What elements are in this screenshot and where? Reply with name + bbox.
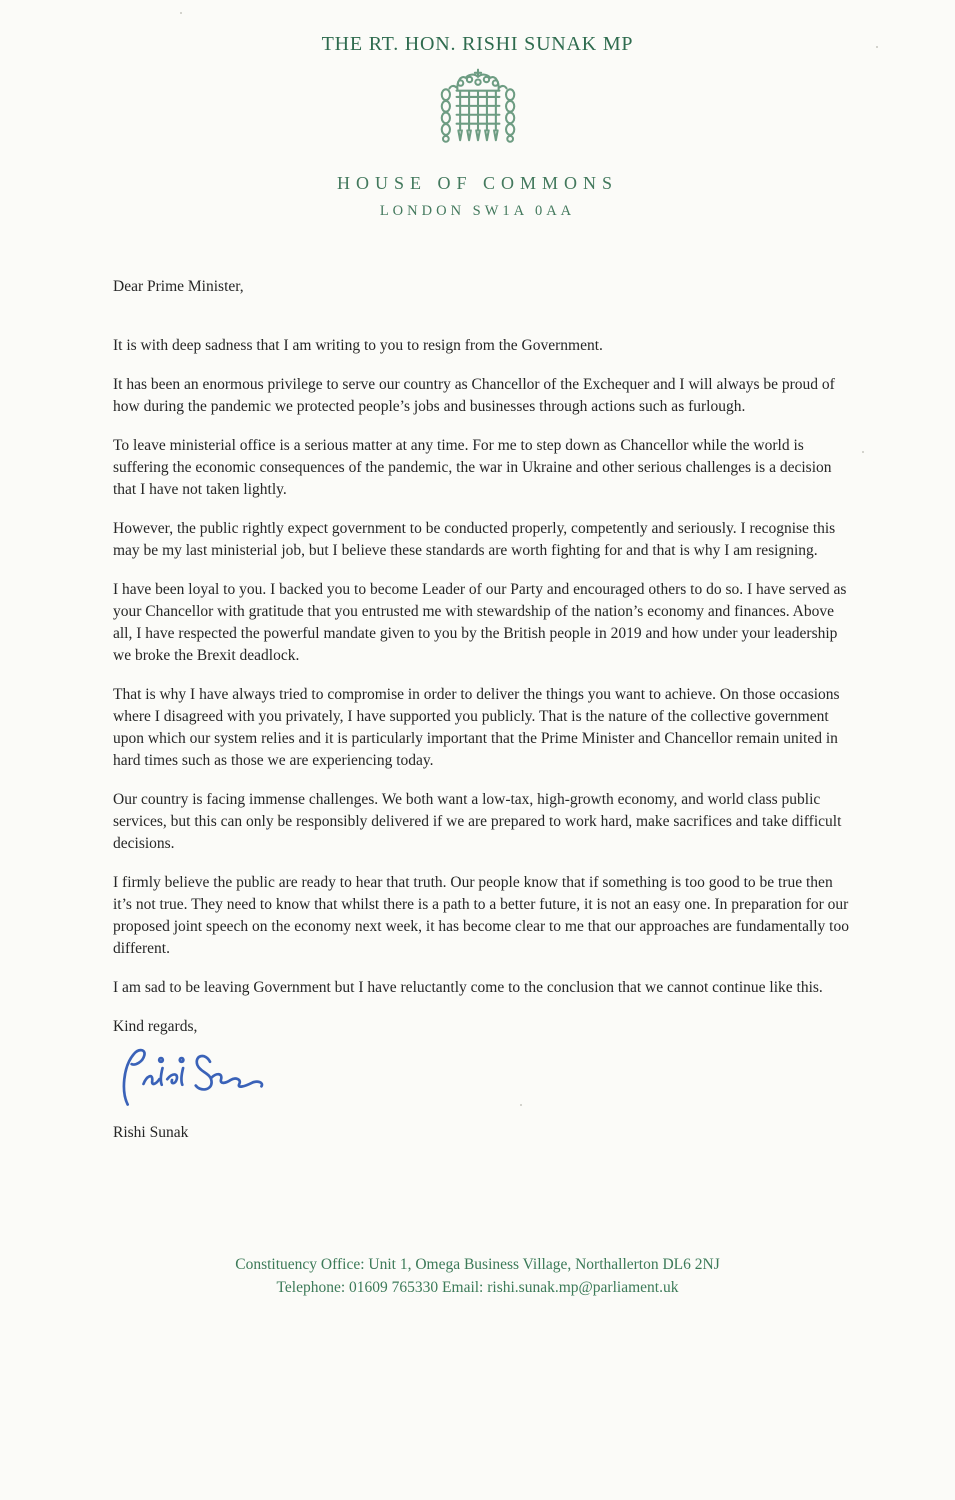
scan-speck — [876, 46, 878, 48]
paragraph-9: I am sad to be leaving Government but I have reluctantly come to the conclusion that we cannot continue like this. — [113, 979, 823, 996]
letter-footer — [0, 1253, 955, 1299]
portcullis-crest-icon — [431, 67, 525, 167]
scan-speck — [520, 1104, 522, 1106]
paragraph-5: I have been loyal to you. I backed you to become Leader of our Party and encouraged others to do so. I have served as your Chancellor with gratitude that you entrusted me with stewardship of the nation’s economy and finances. Above all, I have respected the powerful mandate given to you by the British people in 2019 and how under your leadership we broke the Brexit deadlock. — [113, 581, 847, 664]
paragraph-6: That is why I have always tried to compromise in order to deliver the things you want to achieve. On those occasions where I disagreed with you privately, I have supported you publicly. That is the nature of the collective government upon which our system relies and it is particularly important that the Prime Minister and Chancellor remain united in hard times such as those we are experiencing today. — [113, 686, 840, 769]
letterhead-institution: HOUSE OF COMMONS — [336, 173, 619, 193]
signature-name: Rishi Sunak — [113, 1124, 189, 1141]
signature-icon — [115, 1044, 305, 1112]
salutation: Dear Prime Minister, — [113, 278, 244, 295]
paragraph-2: It has been an enormous privilege to serve our country as Chancellor of the Exchequer and I will always be proud of how during the pandemic we protected people’s jobs and businesses through actions such as furlough. — [113, 376, 835, 415]
paragraph-8: I firmly believe the public are ready to hear that truth. Our people know that if something is too good to be true then it’s not true. They need to know that whilst there is a path to a better future, it is not an easy one. In preparation for our proposed joint speech on the economy next week, it has become clear to me that our approaches are fundamentally too different. — [113, 874, 849, 957]
paragraph-7: Our country is facing immense challenges. We both want a low-tax, high-growth economy, and world class public services, but this can only be responsibly delivered if we are prepared to work hard, make sacrifices and take difficult decisions. — [113, 791, 842, 852]
letterhead-name: THE RT. HON. RISHI SUNAK MP — [321, 33, 634, 55]
paragraph-1: It is with deep sadness that I am writing to you to resign from the Government. — [113, 337, 603, 354]
letterhead-address: LONDON SW1A 0AA — [379, 203, 576, 219]
paragraph-3: To leave ministerial office is a serious matter at any time. For me to step down as Chancellor while the world is suffering the economic consequences of the pandemic, the war in Ukraine and other serious challenges is a decision that I have not taken lightly. — [113, 437, 832, 498]
scan-speck — [180, 12, 182, 14]
letterhead — [0, 0, 955, 220]
paragraph-4: However, the public rightly expect government to be conducted properly, competently and seriously. I recognise this may be my last ministerial job, but I believe these standards are worth fighting for and that is why I am resigning. — [113, 520, 836, 559]
footer-address-line: Constituency Office: Unit 1, Omega Business Village, Northallerton DL6 2NJ — [235, 1256, 720, 1273]
scan-speck — [862, 451, 864, 453]
letter-body — [113, 276, 850, 1144]
closing: Kind regards, — [113, 1018, 198, 1035]
footer-contact-line: Telephone: 01609 765330 Email: rishi.sunak.mp@parliament.uk — [276, 1279, 679, 1296]
